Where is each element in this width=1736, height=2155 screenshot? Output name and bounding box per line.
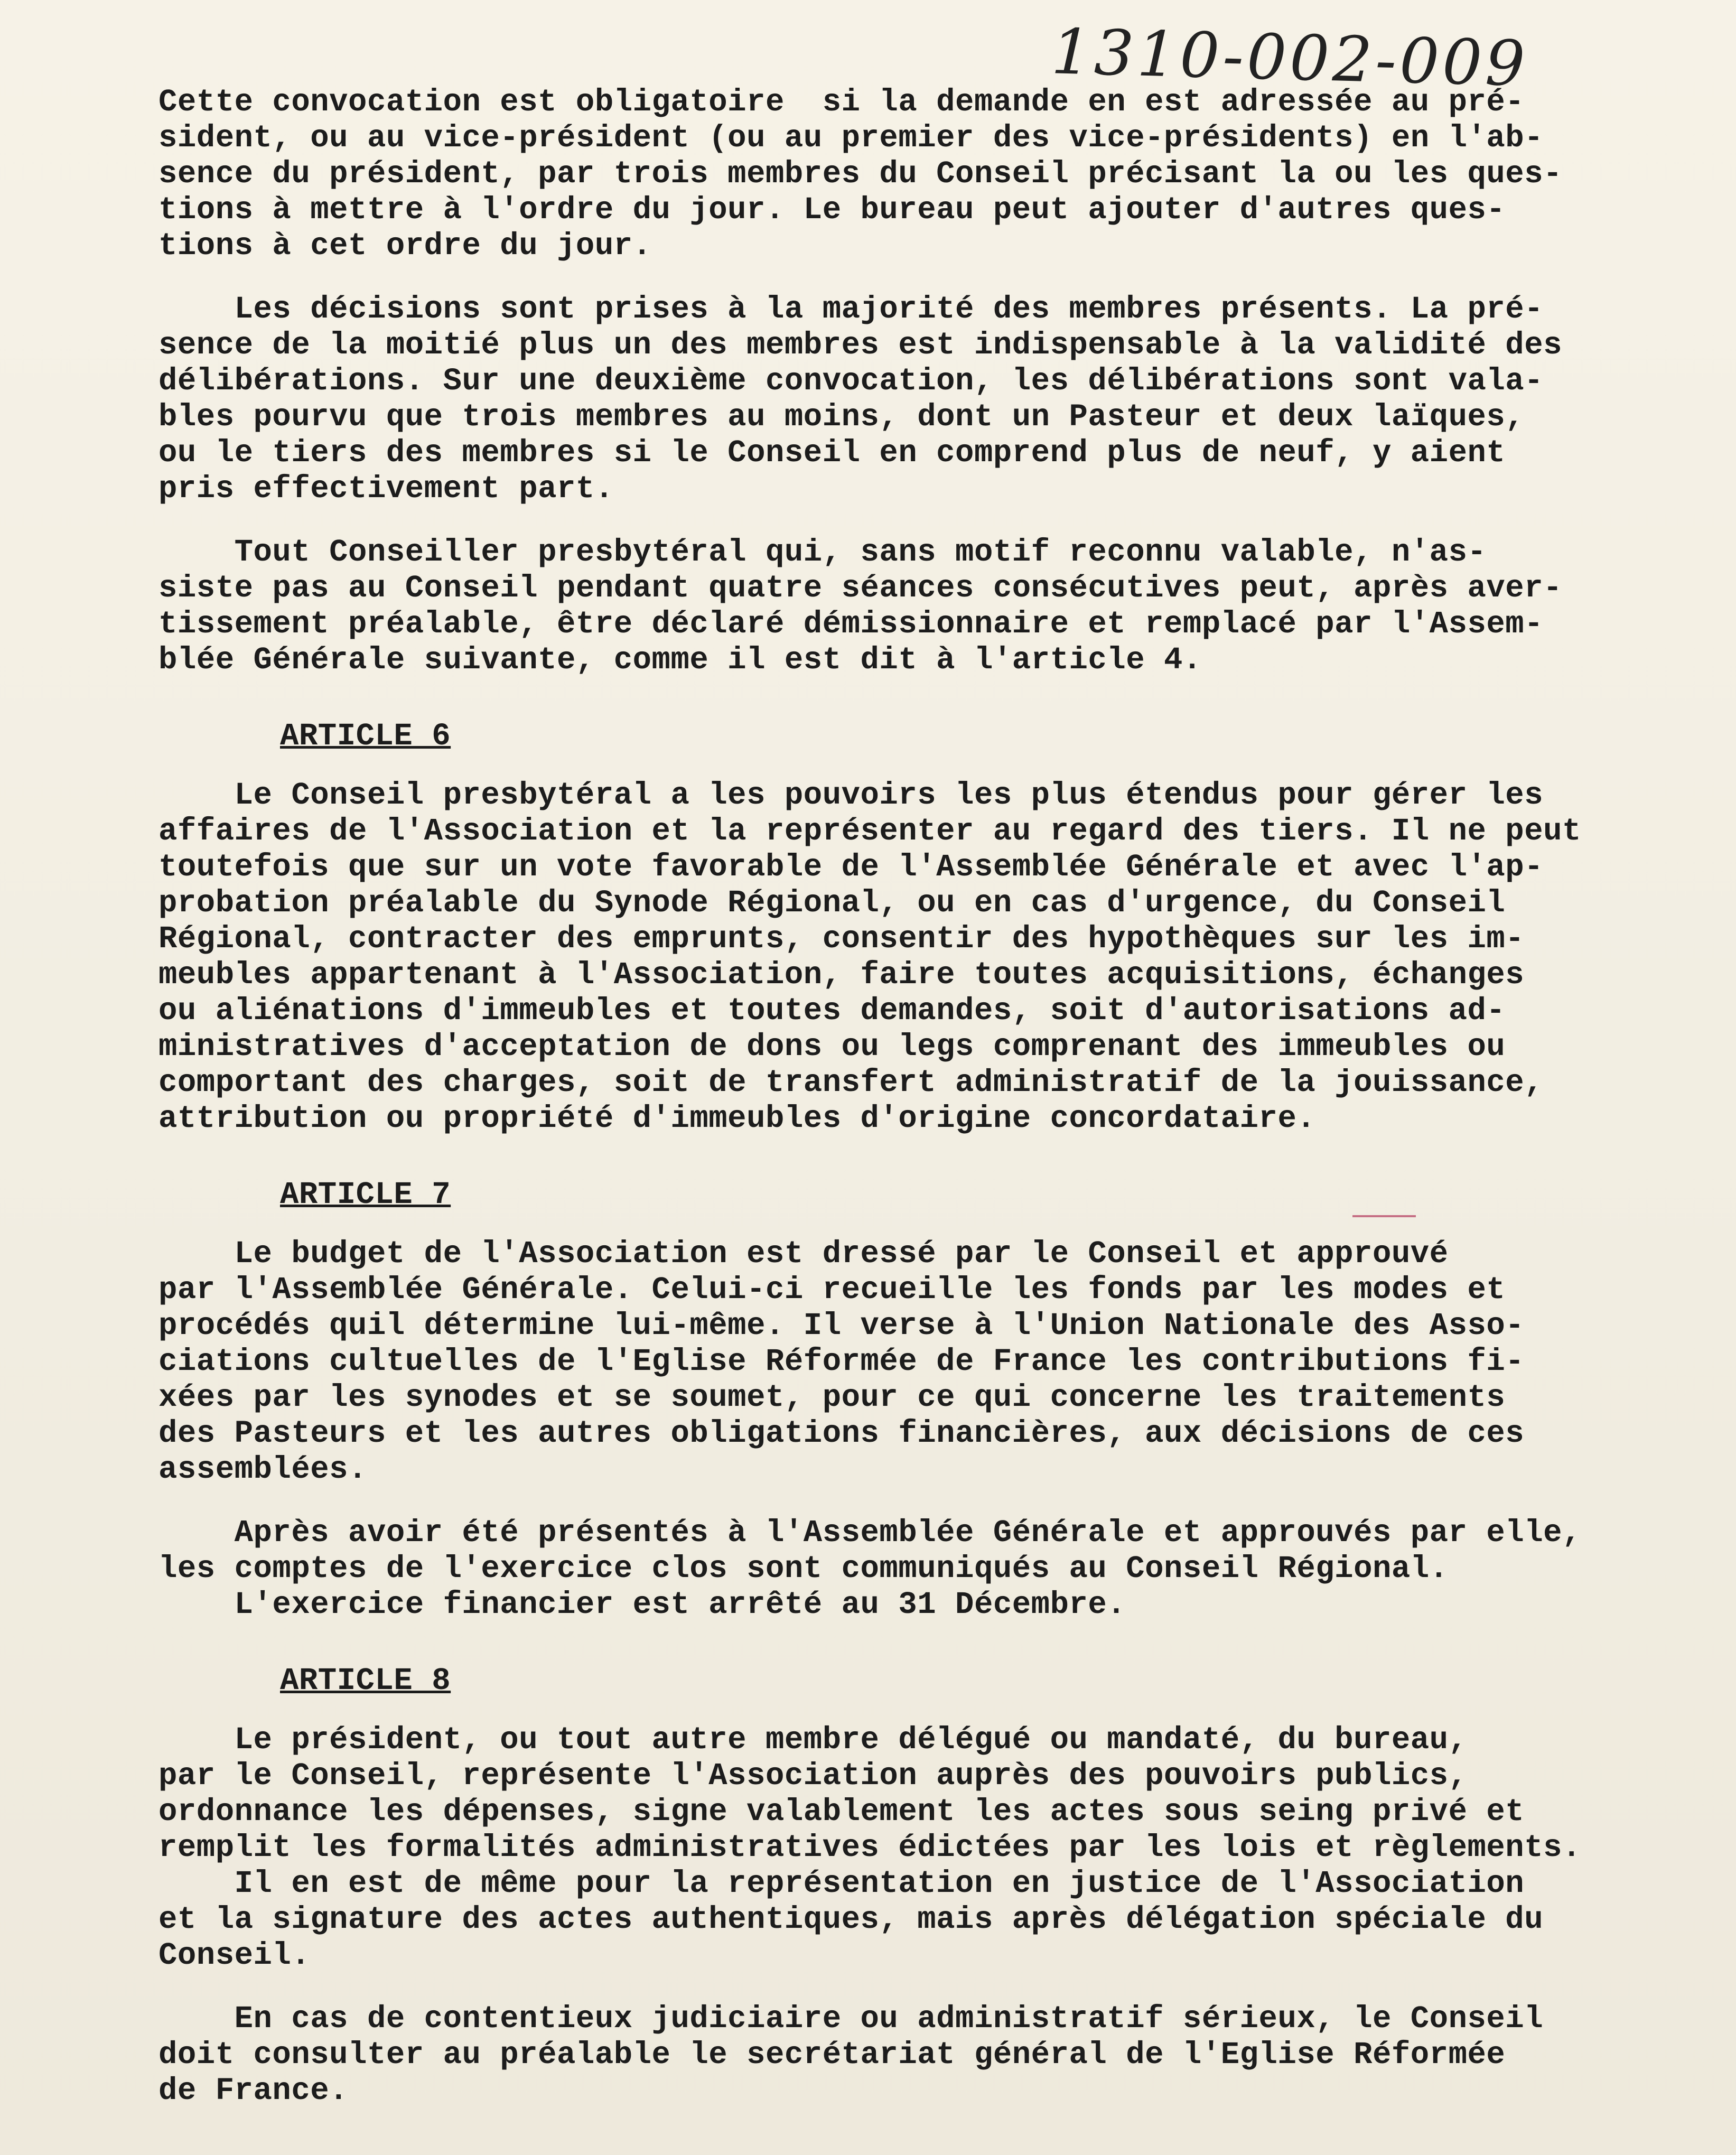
text-line: ordonnance les dépenses, signe valablement les actes sous seing privé et	[158, 1794, 1525, 1830]
article-7-body	[158, 1236, 1733, 1623]
text-line: doit consulter au préalable le secrétariat général de l'Eglise Réformée	[158, 2037, 1506, 2073]
text-line: et la signature des actes authentiques, mais après délégation spéciale du	[158, 1902, 1544, 1937]
text-line: Le président, ou tout autre membre délégué ou mandaté, du bureau,	[158, 1722, 1468, 1758]
text-line: Après avoir été présentés à l'Assemblée Générale et approuvés par elle,	[158, 1515, 1581, 1551]
ink-mark	[1352, 1215, 1416, 1217]
text-line: toutefois que sur un vote favorable de l'Assemblée Générale et avec l'ap-	[158, 850, 1544, 885]
text-line: siste pas au Conseil pendant quatre séances consécutives peut, après aver-	[158, 571, 1563, 606]
paragraph	[158, 1515, 1733, 1623]
text-line: de France.	[158, 2073, 349, 2109]
text-line: les comptes de l'exercice clos sont communiqués au Conseil Régional.	[158, 1551, 1449, 1587]
text-line: ciations cultuelles de l'Eglise Réformée de France les contributions fi-	[158, 1344, 1525, 1379]
text-line: par l'Assemblée Générale. Celui-ci recueille les fonds par les modes et	[158, 1272, 1506, 1308]
text-line: délibérations. Sur une deuxième convocation, les délibérations sont vala-	[158, 363, 1544, 399]
section-article-8	[158, 1650, 1733, 2109]
text-line: En cas de contentieux judiciaire ou administratif sérieux, le Conseil	[158, 2001, 1544, 2037]
text-line: pris effectivement part.	[158, 471, 614, 507]
text-line: L'exercice financier est arrêté au 31 Décembre.	[158, 1587, 1126, 1622]
section-article-7	[158, 1164, 1733, 1623]
text-line: des Pasteurs et les autres obligations financières, aux décisions de ces	[158, 1416, 1525, 1451]
text-line: xées par les synodes et se soumet, pour ce qui concerne les traitements	[158, 1380, 1506, 1415]
text-line: assemblées.	[158, 1452, 367, 1487]
text-line: Il en est de même pour la représentation en justice de l'Association	[158, 1866, 1525, 1901]
text-line: comportant des charges, soit de transfert administratif de la jouissance,	[158, 1065, 1544, 1100]
text-line: meubles appartenant à l'Association, faire toutes acquisitions, échanges	[158, 957, 1525, 993]
text-line: Cette convocation est obligatoire si la demande en est adressée au pré-	[158, 85, 1525, 120]
section-convocation	[158, 85, 1733, 678]
text-line: tions à cet ordre du jour.	[158, 228, 652, 264]
text-line: affaires de l'Association et la représenter au regard des tiers. Il ne peut	[158, 814, 1581, 849]
text-line: tissement préalable, être déclaré démissionnaire et remplacé par l'Assem-	[158, 607, 1544, 642]
text-line: Les décisions sont prises à la majorité des membres présents. La pré-	[158, 292, 1544, 327]
article-8-heading: ARTICLE 8	[280, 1663, 451, 1699]
text-line: ou le tiers des membres si le Conseil en comprend plus de neuf, y aient	[158, 435, 1506, 471]
text-line: procédés quil détermine lui-même. Il verse à l'Union Nationale des Asso-	[158, 1308, 1525, 1344]
text-line: tions à mettre à l'ordre du jour. Le bureau peut ajouter d'autres ques-	[158, 192, 1506, 228]
paragraph	[158, 85, 1733, 264]
text-line: Le budget de l'Association est dressé par le Conseil et approuvé	[158, 1236, 1449, 1272]
text-line: sence du président, par trois membres du Conseil précisant la ou les ques-	[158, 156, 1563, 192]
section-article-6	[158, 706, 1733, 1137]
text-line: ministratives d'acceptation de dons ou legs comprenant des immeubles ou	[158, 1029, 1506, 1065]
text-line: par le Conseil, représente l'Association auprès des pouvoirs publics,	[158, 1758, 1468, 1794]
paragraph	[158, 2001, 1733, 2109]
text-line: ou aliénations d'immeubles et toutes demandes, soit d'autorisations ad-	[158, 993, 1506, 1029]
paragraph	[158, 292, 1733, 507]
paragraph	[158, 535, 1733, 678]
text-line: probation préalable du Synode Régional, ou en cas d'urgence, du Conseil	[158, 885, 1506, 921]
text-line: Régional, contracter des emprunts, consentir des hypothèques sur les im-	[158, 921, 1525, 957]
text-line: remplit les formalités administratives édictées par les lois et règlements.	[158, 1830, 1581, 1865]
handwritten-reference-number: 1310-002-009	[1050, 15, 1529, 100]
paragraph	[158, 1722, 1733, 1974]
text-line: Conseil.	[158, 1938, 311, 1973]
paragraph	[158, 1236, 1733, 1488]
text-line: sence de la moitié plus un des membres est indispensable à la validité des	[158, 328, 1563, 363]
article-6-heading: ARTICLE 6	[280, 719, 451, 754]
text-line: attribution ou propriété d'immeubles d'origine concordataire.	[158, 1101, 1316, 1136]
document-body	[158, 85, 1733, 2137]
text-line: bles pourvu que trois membres au moins, dont un Pasteur et deux laïques,	[158, 399, 1525, 435]
article-8-body	[158, 1722, 1733, 2109]
text-line: Le Conseil presbytéral a les pouvoirs les plus étendus pour gérer les	[158, 778, 1544, 813]
paragraph	[158, 778, 1733, 1137]
text-line: Tout Conseiller presbytéral qui, sans motif reconnu valable, n'as-	[158, 535, 1487, 570]
article-6-body	[158, 778, 1733, 1137]
text-line: sident, ou au vice-président (ou au premier des vice-présidents) en l'ab-	[158, 120, 1544, 156]
article-7-heading: ARTICLE 7	[280, 1177, 451, 1212]
text-line: blée Générale suivante, comme il est dit à l'article 4.	[158, 642, 1202, 678]
